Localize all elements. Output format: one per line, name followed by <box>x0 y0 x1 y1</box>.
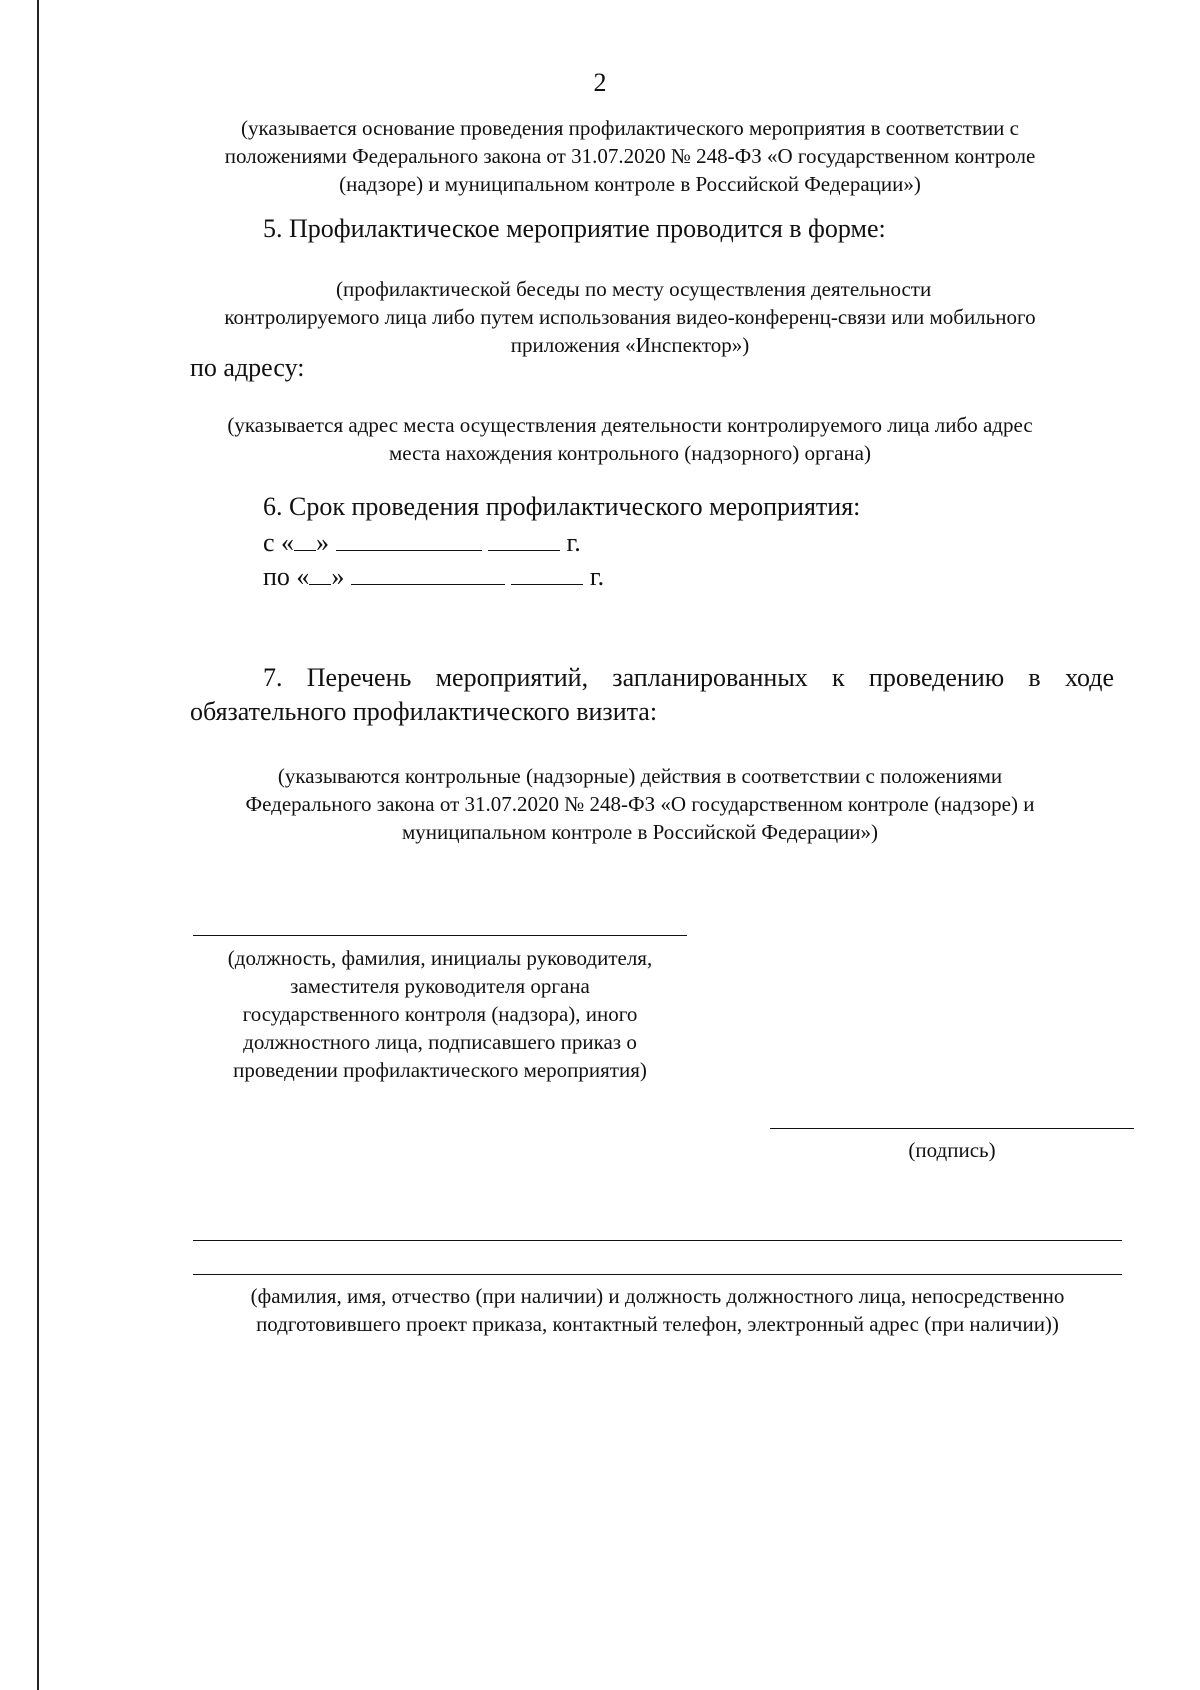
date-to-line <box>263 560 604 594</box>
date-to-mid: » <box>331 562 345 591</box>
page-number: 2 <box>593 68 607 97</box>
note-address-line: места нахождения контрольного (надзорного) органа) <box>389 441 871 465</box>
date-from-prefix: с « <box>263 528 295 557</box>
year-blank <box>488 526 560 551</box>
section5-heading: 5. Профилактическое мероприятие проводится в форме: <box>263 214 886 243</box>
signatory-note-line: проведении профилактического мероприятия) <box>233 1058 647 1082</box>
signatory-note-line: заместителя руководителя органа <box>290 974 590 998</box>
signatory-note-line: должностного лица, подписавшего приказ о <box>243 1030 637 1054</box>
note-basis-line: (надзоре) и муниципальном контроле в Российской Федерации») <box>339 172 921 196</box>
page-edge-line <box>37 0 39 1690</box>
signatory-note-line: (должность, фамилия, инициалы руководителя, <box>227 946 653 970</box>
preparer-line-2 <box>193 1274 1122 1275</box>
note-form-line: приложения «Инспектор») <box>510 333 750 357</box>
signatory-note-line: государственного контроля (надзора), иного <box>242 1002 638 1026</box>
note-basis <box>180 114 1080 198</box>
address-label: по адресу: <box>190 353 305 382</box>
date-to-prefix: по « <box>263 562 310 591</box>
day-blank <box>294 526 316 551</box>
day-blank <box>309 560 331 585</box>
note-form <box>180 275 1080 359</box>
note-actions-line: Федерального закона от 31.07.2020 № 248-ФЗ «О государственном контроле (надзоре) и <box>245 792 1035 816</box>
section6-heading: 6. Срок проведения профилактического мероприятия: <box>263 492 861 521</box>
note-form-line: (профилактической беседы по месту осуществления деятельности <box>336 277 932 301</box>
note-basis-line: (указывается основание проведения профилактического мероприятия в соответствии с <box>241 116 1019 140</box>
note-form-line: контролируемого лица либо путем использования видео-конференц-связи или мобильного <box>224 305 1036 329</box>
preparer-line-1 <box>193 1240 1122 1241</box>
note-address <box>180 411 1080 467</box>
preparer-note-line: подготовившего проект приказа, контактный телефон, электронный адрес (при наличии)) <box>256 1312 1059 1336</box>
note-basis-line: положениями Федерального закона от 31.07.2020 № 248-ФЗ «О государственном контроле <box>224 144 1036 168</box>
section7-heading-line2: обязательного профилактического визита: <box>190 697 658 726</box>
signature-line <box>770 1128 1134 1129</box>
year-suffix: г. <box>589 562 605 591</box>
note-actions-line: муниципальном контроле в Российской Федерации») <box>401 820 879 844</box>
signatory-note <box>193 944 687 1084</box>
date-from-line <box>263 526 581 560</box>
note-actions-line: (указываются контрольные (надзорные) действия в соответствии с положениями <box>277 764 1003 788</box>
year-suffix: г. <box>566 528 581 557</box>
note-address-line: (указывается адрес места осуществления деятельности контролируемого лица либо адрес <box>227 413 1033 437</box>
note-actions <box>180 762 1100 846</box>
month-blank <box>336 526 482 551</box>
section7-heading-line1: 7. Перечень мероприятий, запланированных к проведению в ходе <box>263 663 1114 692</box>
month-blank <box>351 560 505 585</box>
preparer-note <box>180 1282 1135 1338</box>
preparer-note-line: (фамилия, имя, отчество (при наличии) и должность должностного лица, непосредственно <box>250 1284 1065 1308</box>
date-from-mid: » <box>316 528 330 557</box>
signature-label: (подпись) <box>908 1138 996 1162</box>
signatory-line <box>193 935 687 936</box>
year-blank <box>511 560 583 585</box>
